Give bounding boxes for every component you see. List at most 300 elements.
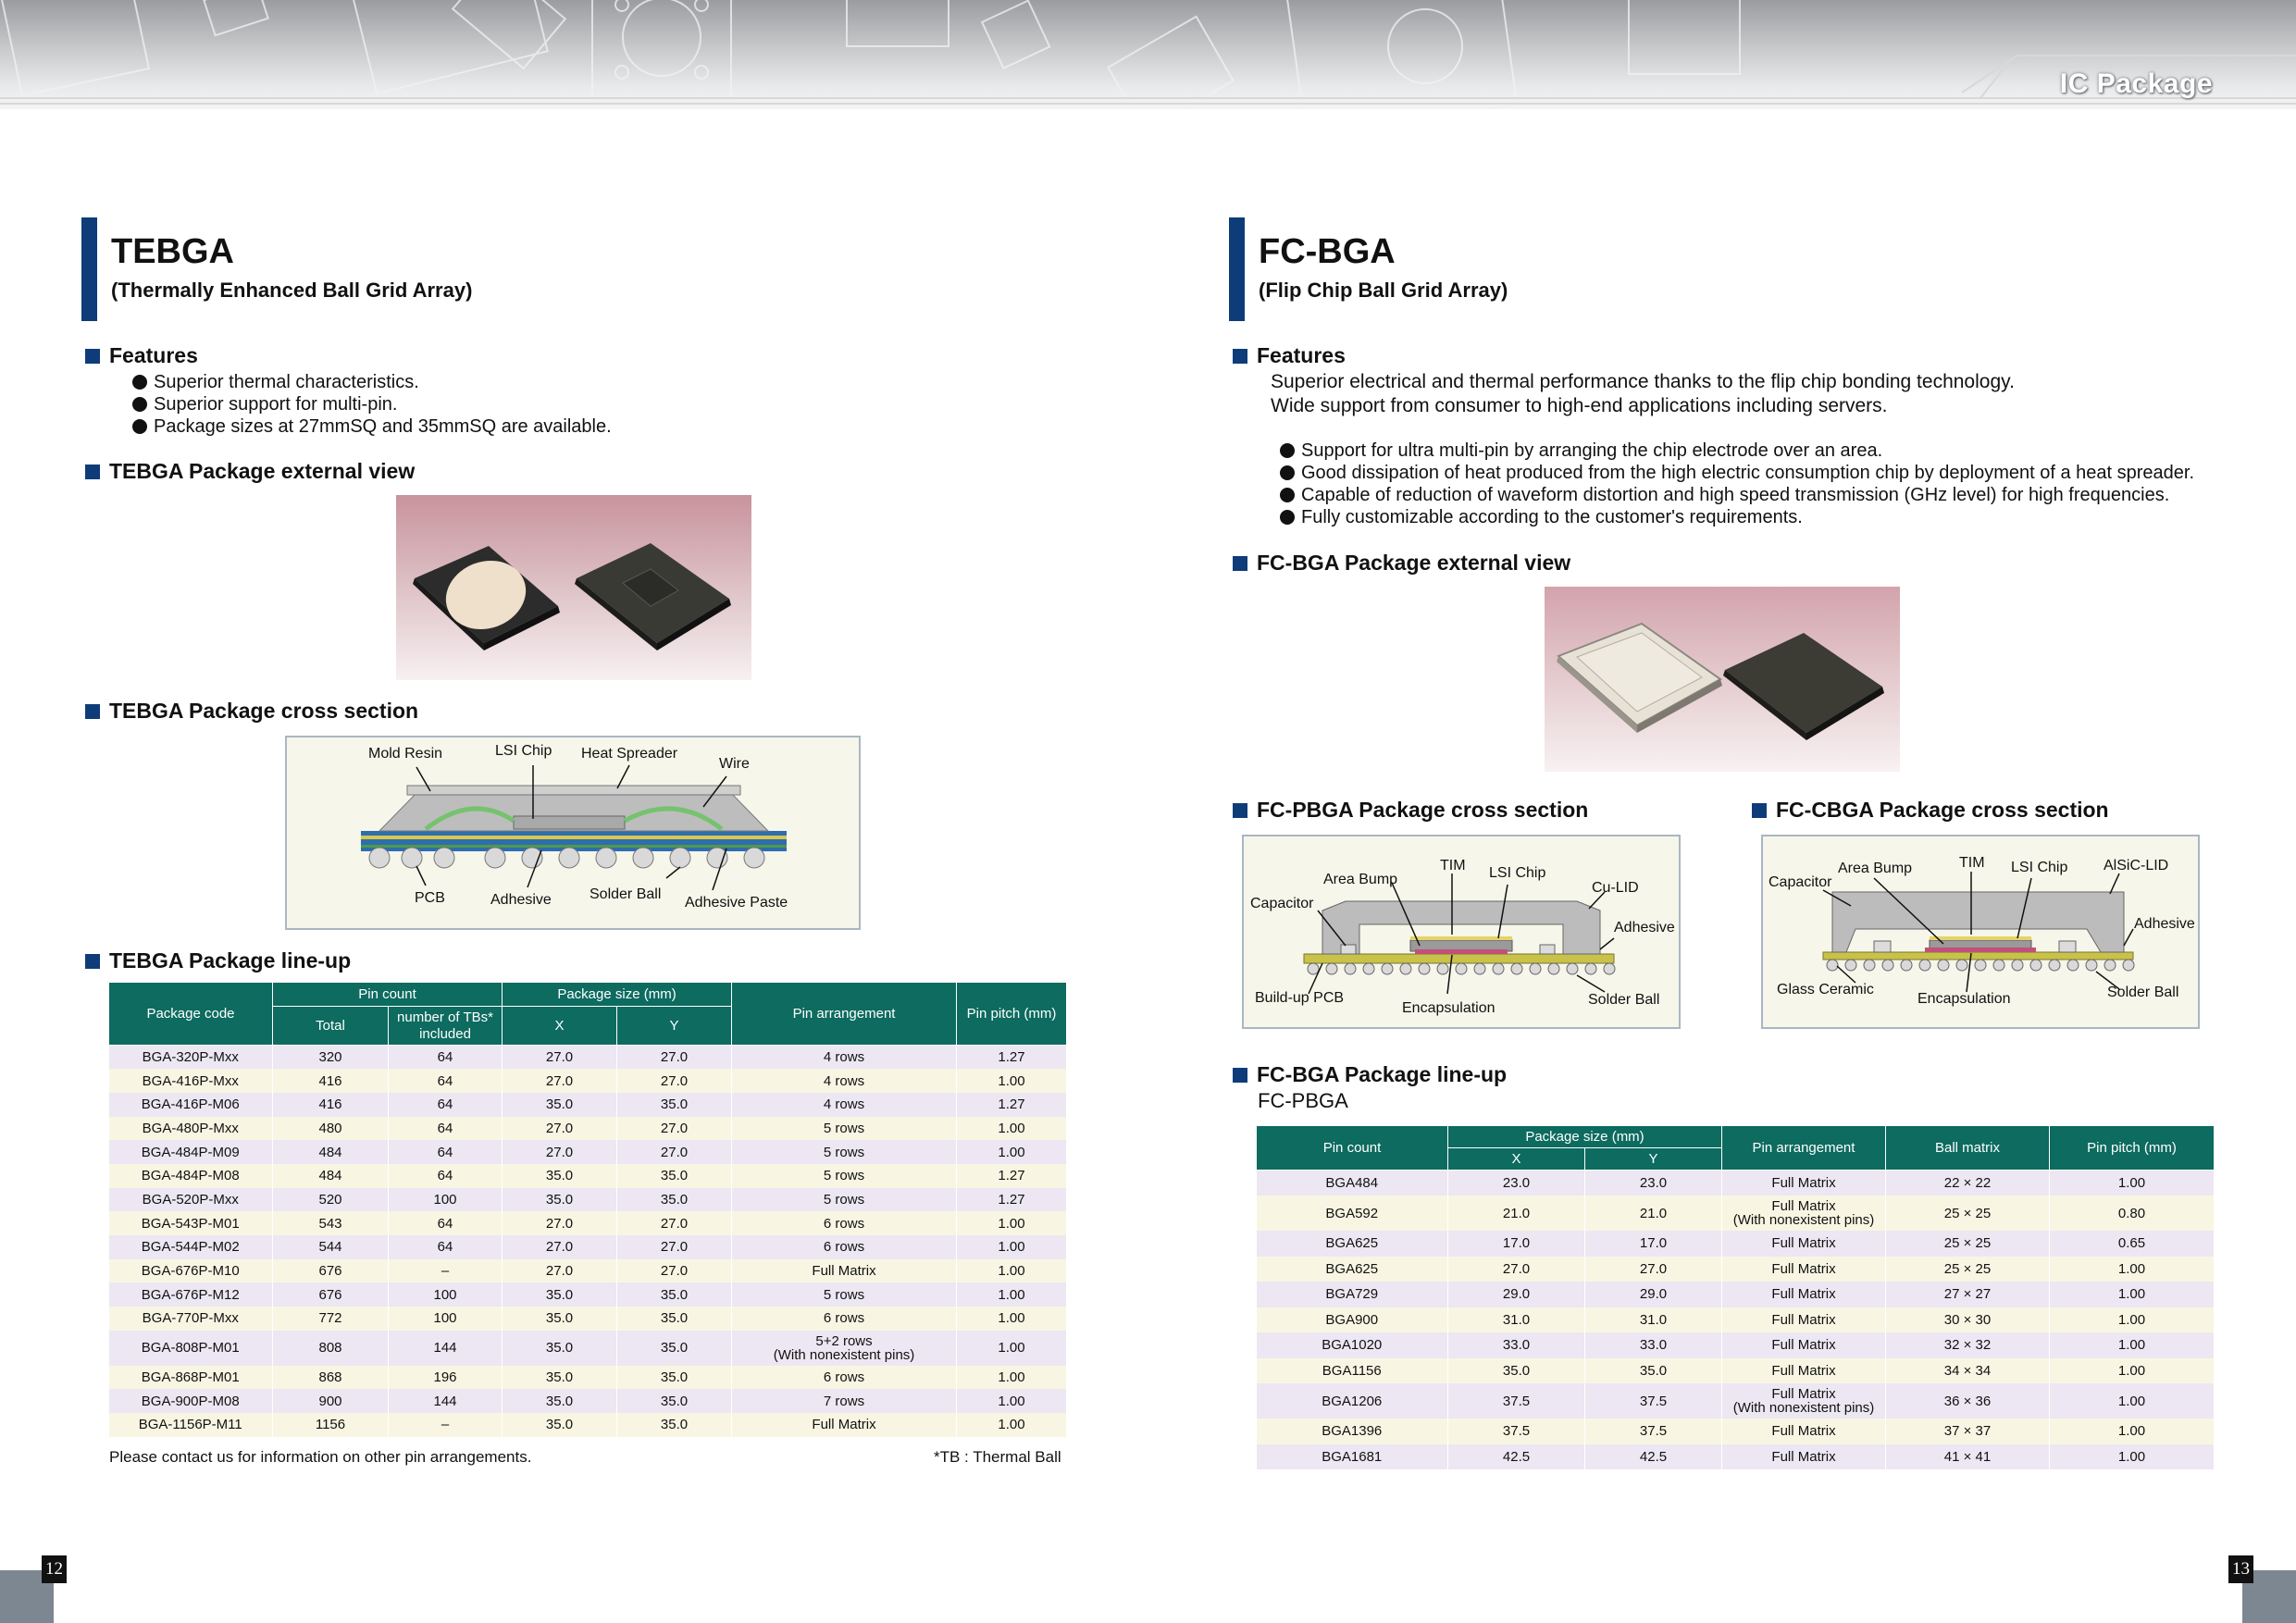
fcbga-lineup-heading: FC-BGA Package line-up <box>1233 1062 1507 1087</box>
bullet-icon <box>132 375 147 390</box>
table-row <box>1257 1282 2215 1307</box>
table-cell: Full Matrix <box>1722 1419 1886 1444</box>
table-cell: 416 <box>273 1093 389 1117</box>
table-cell: BGA592 <box>1257 1196 1448 1231</box>
col-package-size: Package size (mm) <box>503 983 732 1007</box>
table-cell: 1.00 <box>957 1331 1067 1366</box>
table-cell: 27.0 <box>617 1211 732 1235</box>
table-cell: Full Matrix <box>1722 1257 1886 1282</box>
label-adhesive: Adhesive <box>1614 920 1675 935</box>
table-cell: 1156 <box>273 1413 389 1437</box>
table-cell: 1.00 <box>2050 1257 2215 1282</box>
table-cell: 33.0 <box>1585 1332 1722 1358</box>
tebga-external-view-heading: TEBGA Package external view <box>85 459 415 484</box>
table-cell: 520 <box>273 1188 389 1212</box>
table-cell: 1.00 <box>957 1389 1067 1413</box>
table-cell: BGA-1156P-M11 <box>109 1413 273 1437</box>
table-cell: 37.5 <box>1585 1419 1722 1444</box>
table-row <box>109 1307 1067 1331</box>
table-row <box>109 1117 1067 1141</box>
table-cell: BGA1020 <box>1257 1332 1448 1358</box>
table-cell: 35.0 <box>503 1389 617 1413</box>
table-cell: Full Matrix <box>1722 1171 1886 1196</box>
table-cell: BGA-484P-M09 <box>109 1140 273 1164</box>
table-cell: Full Matrix <box>1722 1332 1886 1358</box>
table-cell: Full Matrix <box>1722 1358 1886 1384</box>
table-row <box>109 1259 1067 1283</box>
table-cell: 27.0 <box>617 1046 732 1070</box>
fccbga-cross-section-heading: FC-CBGA Package cross section <box>1752 798 2109 823</box>
list-item: Package sizes at 27mmSQ and 35mmSQ are available. <box>132 415 612 438</box>
bullet-icon <box>132 419 147 434</box>
table-cell: 35.0 <box>617 1164 732 1188</box>
table-cell: 37.5 <box>1448 1383 1585 1419</box>
table-cell: 1.00 <box>957 1366 1067 1390</box>
table-cell: 868 <box>273 1366 389 1390</box>
table-cell: BGA-416P-Mxx <box>109 1069 273 1093</box>
table-cell: 21.0 <box>1585 1196 1722 1231</box>
list-item: Capable of reduction of waveform distortion and high speed transmission (GHz level) for high frequencies. <box>1280 484 2194 506</box>
table-row <box>109 1366 1067 1390</box>
table-cell: 64 <box>389 1211 503 1235</box>
fcbga-package-photo <box>1545 587 1900 772</box>
table-cell <box>732 1331 957 1366</box>
table-cell: 544 <box>273 1235 389 1259</box>
table-cell: 808 <box>273 1331 389 1366</box>
table-cell: BGA-544P-M02 <box>109 1235 273 1259</box>
table-cell: 1.00 <box>957 1282 1067 1307</box>
table-cell: 34 × 34 <box>1886 1358 2050 1384</box>
table-cell: 17.0 <box>1448 1231 1585 1257</box>
page-title: FC-BGA <box>1259 232 1396 271</box>
table-cell: 5 rows <box>732 1188 957 1212</box>
label-solder-ball: Solder Ball <box>2107 985 2179 1000</box>
table-cell: 42.5 <box>1585 1444 1722 1470</box>
fcbga-package-illustration <box>1545 587 1900 772</box>
table-cell: Full Matrix <box>732 1413 957 1437</box>
table-cell: BGA-416P-M06 <box>109 1093 273 1117</box>
tebga-package-photo <box>396 495 751 680</box>
header-banner <box>0 0 2296 109</box>
col-y: Y <box>617 1007 732 1046</box>
table-cell: 64 <box>389 1164 503 1188</box>
table-cell: 21.0 <box>1448 1196 1585 1231</box>
table-cell: 27.0 <box>503 1259 617 1283</box>
table-cell: 27.0 <box>503 1235 617 1259</box>
table-cell: 23.0 <box>1448 1171 1585 1196</box>
table-row <box>1257 1231 2215 1257</box>
table-cell: Full Matrix <box>1722 1444 1886 1470</box>
table-row <box>1257 1444 2215 1470</box>
table-row <box>109 1389 1067 1413</box>
table-cell: BGA-868P-M01 <box>109 1366 273 1390</box>
table-cell: 100 <box>389 1307 503 1331</box>
title-accent-bar <box>81 217 97 321</box>
table-cell: 27.0 <box>1585 1257 1722 1282</box>
section-square-icon <box>1233 349 1247 364</box>
table-cell: 35.0 <box>617 1331 732 1366</box>
table-cell: 0.65 <box>2050 1231 2215 1257</box>
table-cell: 35.0 <box>503 1413 617 1437</box>
table-cell: 27.0 <box>617 1117 732 1141</box>
label-glass-ceramic: Glass Ceramic <box>1777 982 1874 997</box>
col-pin-count: Pin count <box>273 983 503 1007</box>
section-square-icon <box>85 349 100 364</box>
table-cell: 144 <box>389 1331 503 1366</box>
table-cell: 100 <box>389 1188 503 1212</box>
table-cell: 35.0 <box>617 1389 732 1413</box>
table-cell: 64 <box>389 1069 503 1093</box>
table-cell: 25 × 25 <box>1886 1257 2050 1282</box>
table-cell: 37.5 <box>1585 1383 1722 1419</box>
table-cell: 1.00 <box>2050 1383 2215 1419</box>
label-cu-lid: Cu-LID <box>1592 880 1639 896</box>
table-cell: 5 rows <box>732 1282 957 1307</box>
table-cell: 35.0 <box>503 1366 617 1390</box>
table-cell: 196 <box>389 1366 503 1390</box>
table-cell: 480 <box>273 1117 389 1141</box>
table-cell: 676 <box>273 1259 389 1283</box>
table-row <box>1257 1358 2215 1384</box>
list-item: Superior thermal characteristics. <box>132 371 612 393</box>
section-square-icon <box>85 954 100 969</box>
table-row <box>1257 1307 2215 1333</box>
table-cell: – <box>389 1259 503 1283</box>
table-cell: 6 rows <box>732 1366 957 1390</box>
table-row <box>109 1140 1067 1164</box>
section-square-icon <box>1233 803 1247 818</box>
col-x: X <box>1448 1148 1585 1171</box>
table-cell: 144 <box>389 1389 503 1413</box>
table-cell: 27.0 <box>617 1259 732 1283</box>
section-square-icon <box>85 465 100 479</box>
table-cell: BGA-320P-Mxx <box>109 1046 273 1070</box>
table-cell: 1.00 <box>957 1259 1067 1283</box>
table-cell: 37.5 <box>1448 1419 1585 1444</box>
table-cell: 27.0 <box>617 1069 732 1093</box>
table-cell: 772 <box>273 1307 389 1331</box>
label-buildup-pcb: Build-up PCB <box>1255 990 1345 1006</box>
label-alsic-lid: AlSiC-LID <box>2104 858 2169 873</box>
table-cell: 4 rows <box>732 1093 957 1117</box>
table-row <box>109 1046 1067 1070</box>
table-cell: 35.0 <box>617 1366 732 1390</box>
section-square-icon <box>1233 556 1247 571</box>
tebga-lineup-table <box>108 982 1067 1437</box>
cell-line: (With nonexistent pins) <box>1732 1400 1875 1416</box>
table-cell: BGA-543P-M01 <box>109 1211 273 1235</box>
header-label: IC Package <box>2059 68 2213 99</box>
table-cell: 100 <box>389 1282 503 1307</box>
fcbga-external-view-heading: FC-BGA Package external view <box>1233 551 1570 576</box>
table-cell: 484 <box>273 1164 389 1188</box>
label-solder-ball: Solder Ball <box>1588 992 1660 1008</box>
table-cell: BGA625 <box>1257 1257 1448 1282</box>
table-cell: 7 rows <box>732 1389 957 1413</box>
table-cell: 27.0 <box>617 1235 732 1259</box>
table-row <box>109 1188 1067 1212</box>
table-cell: 1.00 <box>2050 1444 2215 1470</box>
table-cell: Full Matrix <box>1722 1282 1886 1307</box>
table-cell: 900 <box>273 1389 389 1413</box>
title-accent-bar <box>1229 217 1245 321</box>
table-cell: BGA484 <box>1257 1171 1448 1196</box>
table-cell: 27.0 <box>503 1046 617 1070</box>
tebga-cross-section-diagram <box>285 736 861 930</box>
section-square-icon <box>1233 1068 1247 1083</box>
col-package-size: Package size (mm) <box>1448 1126 1722 1148</box>
table-cell: 320 <box>273 1046 389 1070</box>
table-row <box>1257 1419 2215 1444</box>
table-cell: 1.00 <box>957 1211 1067 1235</box>
table-cell: 27.0 <box>503 1140 617 1164</box>
cell-line: Full Matrix <box>1771 1198 1836 1214</box>
fcbga-lineup-table <box>1256 1125 2215 1469</box>
table-cell: 1.00 <box>2050 1282 2215 1307</box>
label-capacitor: Capacitor <box>1769 874 1832 890</box>
table-cell: 22 × 22 <box>1886 1171 2050 1196</box>
tebga-package-illustration <box>396 495 751 680</box>
col-package-code: Package code <box>109 983 273 1046</box>
label-tim: TIM <box>1440 858 1466 873</box>
tebga-features-list <box>132 371 612 438</box>
label-tim: TIM <box>1959 855 1985 871</box>
table-cell: BGA-480P-Mxx <box>109 1117 273 1141</box>
table-cell: 41 × 41 <box>1886 1444 2050 1470</box>
table-cell: 1.00 <box>957 1235 1067 1259</box>
table-cell: BGA1396 <box>1257 1419 1448 1444</box>
list-item: Support for ultra multi-pin by arranging the chip electrode over an area. <box>1280 440 2194 462</box>
table-row <box>109 1413 1067 1437</box>
table-row <box>109 1331 1067 1366</box>
intro-line: Wide support from consumer to high-end applications including servers. <box>1271 395 1888 416</box>
table-cell: 1.27 <box>957 1188 1067 1212</box>
cell-line: (With nonexistent pins) <box>1732 1212 1875 1228</box>
table-cell: 35.0 <box>503 1093 617 1117</box>
table-cell: 17.0 <box>1585 1231 1722 1257</box>
label-adhesive: Adhesive <box>490 892 552 908</box>
table-cell: 35.0 <box>1448 1358 1585 1384</box>
label-pcb: PCB <box>415 890 445 906</box>
chip-pattern-graphic <box>0 0 2296 109</box>
col-tbs-included: number of TBs* included <box>389 1007 503 1046</box>
table-cell: 416 <box>273 1069 389 1093</box>
table-cell: BGA-900P-M08 <box>109 1389 273 1413</box>
table-cell: 4 rows <box>732 1046 957 1070</box>
table-cell: 4 rows <box>732 1069 957 1093</box>
list-item: Good dissipation of heat produced from the high electric consumption chip by deployment of a heat spreader. <box>1280 462 2194 484</box>
cell-line: Full Matrix <box>1771 1386 1836 1402</box>
table-cell: Full Matrix <box>1722 1231 1886 1257</box>
table-cell: 27.0 <box>617 1140 732 1164</box>
bullet-icon <box>1280 510 1295 525</box>
label-encapsulation: Encapsulation <box>1917 991 2011 1007</box>
label-adhesive-paste: Adhesive Paste <box>685 895 788 911</box>
table-cell: BGA-676P-M10 <box>109 1259 273 1283</box>
table-cell: 36 × 36 <box>1886 1383 2050 1419</box>
table-cell: 23.0 <box>1585 1171 1722 1196</box>
table-cell: 1.00 <box>957 1069 1067 1093</box>
label-lsi-chip: LSI Chip <box>1489 865 1546 881</box>
table-row <box>109 1093 1067 1117</box>
table-cell: 35.0 <box>503 1331 617 1366</box>
table-cell <box>1722 1196 1886 1231</box>
table-row <box>1257 1171 2215 1196</box>
table-cell: – <box>389 1413 503 1437</box>
label-heat-spreader: Heat Spreader <box>581 746 678 762</box>
table-cell: BGA625 <box>1257 1231 1448 1257</box>
label-capacitor: Capacitor <box>1250 896 1314 911</box>
bullet-icon <box>132 397 147 412</box>
col-ball-matrix: Ball matrix <box>1886 1126 2050 1171</box>
table-cell: 1.27 <box>957 1164 1067 1188</box>
cell-line: (With nonexistent pins) <box>773 1346 915 1363</box>
label-area-bump: Area Bump <box>1838 861 1913 876</box>
table-cell: 31.0 <box>1585 1307 1722 1333</box>
label-lsi-chip: LSI Chip <box>2011 860 2068 875</box>
col-total: Total <box>273 1007 389 1046</box>
table-row <box>109 1069 1067 1093</box>
table-cell: 64 <box>389 1046 503 1070</box>
table-cell: 30 × 30 <box>1886 1307 2050 1333</box>
table-cell: 35.0 <box>617 1307 732 1331</box>
page-subtitle: (Thermally Enhanced Ball Grid Array) <box>111 279 473 302</box>
table-cell: 35.0 <box>503 1307 617 1331</box>
table-cell: 25 × 25 <box>1886 1231 2050 1257</box>
tebga-note-contact: Please contact us for information on other pin arrangements. <box>109 1448 532 1466</box>
cell-line: 5+2 rows <box>815 1332 873 1349</box>
table-cell: BGA1156 <box>1257 1358 1448 1384</box>
col-pin-pitch: Pin pitch (mm) <box>2050 1126 2215 1171</box>
table-cell: Full Matrix <box>1722 1307 1886 1333</box>
table-cell: 27.0 <box>1448 1257 1585 1282</box>
table-cell: 6 rows <box>732 1211 957 1235</box>
table-cell: 5 rows <box>732 1164 957 1188</box>
label-area-bump: Area Bump <box>1323 872 1398 887</box>
table-cell: 35.0 <box>1585 1358 1722 1384</box>
table-cell: 676 <box>273 1282 389 1307</box>
table-cell: 1.00 <box>2050 1171 2215 1196</box>
table-cell: 42.5 <box>1448 1444 1585 1470</box>
table-row <box>1257 1196 2215 1231</box>
table-cell: 484 <box>273 1140 389 1164</box>
col-pin-arrangement: Pin arrangement <box>732 983 957 1046</box>
table-cell: 35.0 <box>617 1093 732 1117</box>
table-cell: BGA-676P-M12 <box>109 1282 273 1307</box>
label-solder-ball: Solder Ball <box>590 886 662 902</box>
table-cell: 1.00 <box>957 1117 1067 1141</box>
fccbga-cross-section-diagram <box>1761 835 2200 1029</box>
table-cell: 27.0 <box>503 1069 617 1093</box>
table-cell: 35.0 <box>617 1413 732 1437</box>
section-square-icon <box>1752 803 1767 818</box>
list-item: Fully customizable according to the customer's requirements. <box>1280 506 2194 528</box>
col-pin-count: Pin count <box>1257 1126 1448 1171</box>
table-cell: 29.0 <box>1585 1282 1722 1307</box>
page-title: TEBGA <box>111 232 234 271</box>
table-cell: 35.0 <box>503 1282 617 1307</box>
label-wire: Wire <box>719 756 750 772</box>
table-cell: 32 × 32 <box>1886 1332 2050 1358</box>
label-adhesive: Adhesive <box>2134 916 2195 932</box>
col-x: X <box>503 1007 617 1046</box>
table-cell: 5 rows <box>732 1140 957 1164</box>
table-row <box>109 1211 1067 1235</box>
table-cell: Full Matrix <box>732 1259 957 1283</box>
table-cell <box>1722 1383 1886 1419</box>
tebga-cross-section-heading: TEBGA Package cross section <box>85 699 418 724</box>
table-cell: 543 <box>273 1211 389 1235</box>
table-cell: 31.0 <box>1448 1307 1585 1333</box>
section-square-icon <box>85 704 100 719</box>
table-cell: 64 <box>389 1093 503 1117</box>
table-row <box>1257 1332 2215 1358</box>
table-row <box>109 1164 1067 1188</box>
table-cell: 37 × 37 <box>1886 1419 2050 1444</box>
table-cell: BGA729 <box>1257 1282 1448 1307</box>
table-cell: BGA-520P-Mxx <box>109 1188 273 1212</box>
bullet-icon <box>1280 488 1295 502</box>
fcpbga-cross-section-heading: FC-PBGA Package cross section <box>1233 798 1588 823</box>
tebga-features-heading: Features <box>85 343 198 368</box>
table-cell: 64 <box>389 1235 503 1259</box>
col-pin-arrangement: Pin arrangement <box>1722 1126 1886 1171</box>
table-row <box>109 1282 1067 1307</box>
table-cell: BGA-808P-M01 <box>109 1331 273 1366</box>
table-cell: 35.0 <box>617 1188 732 1212</box>
table-cell: 27.0 <box>503 1117 617 1141</box>
list-item: Superior support for multi-pin. <box>132 393 612 415</box>
table-cell: BGA1206 <box>1257 1383 1448 1419</box>
table-cell: 1.00 <box>957 1140 1067 1164</box>
table-cell: 27 × 27 <box>1886 1282 2050 1307</box>
table-cell: BGA-484P-M08 <box>109 1164 273 1188</box>
label-lsi-chip: LSI Chip <box>495 743 552 759</box>
tebga-note-tb: *TB : Thermal Ball <box>934 1448 1061 1466</box>
table-cell: 6 rows <box>732 1307 957 1331</box>
bullet-icon <box>1280 443 1295 458</box>
intro-line: Superior electrical and thermal performance thanks to the flip chip bonding technology. <box>1271 371 2015 392</box>
table-cell: 64 <box>389 1140 503 1164</box>
table-cell: 1.00 <box>2050 1419 2215 1444</box>
table-cell: BGA1681 <box>1257 1444 1448 1470</box>
table-cell: 27.0 <box>503 1211 617 1235</box>
table-cell: 35.0 <box>503 1188 617 1212</box>
table-cell: 1.27 <box>957 1093 1067 1117</box>
fcbga-features-heading: Features <box>1233 343 1346 368</box>
table-cell: 1.00 <box>957 1413 1067 1437</box>
table-cell: 6 rows <box>732 1235 957 1259</box>
fcpbga-cross-section-diagram <box>1242 835 1681 1029</box>
table-cell: 25 × 25 <box>1886 1196 2050 1231</box>
page-number-right: 13 <box>2228 1555 2253 1583</box>
table-cell: 1.00 <box>2050 1307 2215 1333</box>
table-cell: BGA-770P-Mxx <box>109 1307 273 1331</box>
table-row <box>1257 1257 2215 1282</box>
table-cell: 29.0 <box>1448 1282 1585 1307</box>
fcbga-features-list <box>1280 440 2194 528</box>
table-cell: 64 <box>389 1117 503 1141</box>
table-cell: 1.00 <box>957 1307 1067 1331</box>
table-cell: 1.27 <box>957 1046 1067 1070</box>
page-subtitle: (Flip Chip Ball Grid Array) <box>1259 279 1508 302</box>
table-row <box>109 1235 1067 1259</box>
table-cell: BGA900 <box>1257 1307 1448 1333</box>
label-encapsulation: Encapsulation <box>1402 1000 1496 1016</box>
label-mold-resin: Mold Resin <box>368 746 443 762</box>
table-cell: 5 rows <box>732 1117 957 1141</box>
table-cell: 35.0 <box>617 1282 732 1307</box>
